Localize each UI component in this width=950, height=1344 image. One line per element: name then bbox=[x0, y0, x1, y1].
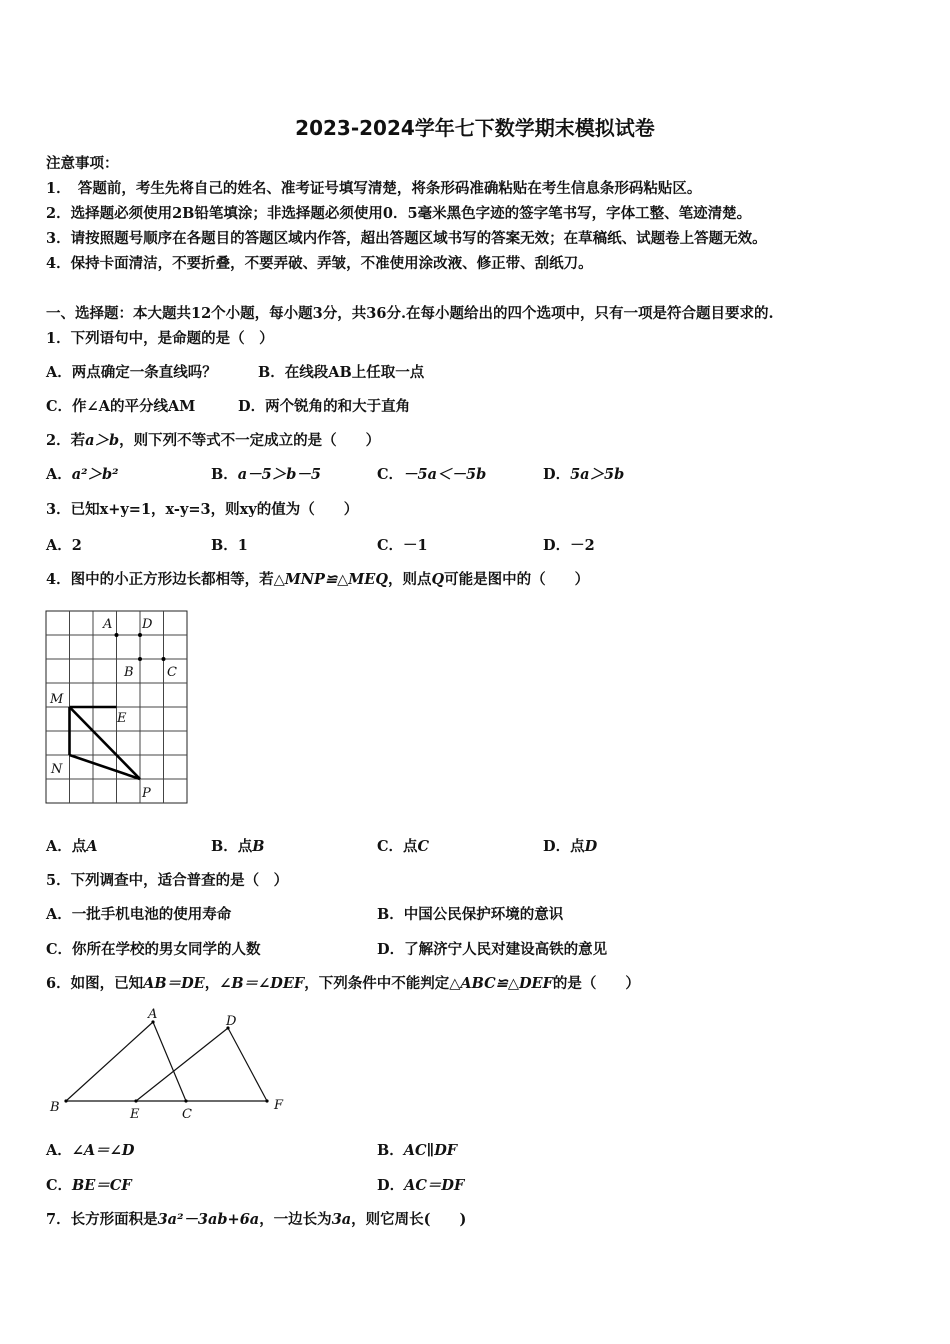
q1-option-d: D．两个锐角的和大于直角 bbox=[238, 398, 411, 415]
q2-option-b: B．a－5＞b－5 bbox=[211, 466, 321, 483]
label-n: N bbox=[51, 762, 63, 777]
q1-stem: 1．下列语句中，是命题的是（ ） bbox=[46, 330, 274, 347]
q6-stem: 6．如图，已知AB＝DE，∠B＝∠DEF，下列条件中不能判定△ABC≌△DEF的是（ ） bbox=[46, 975, 640, 992]
q4-grid-figure bbox=[40, 605, 200, 810]
q2-option-d: D．5a＞5b bbox=[543, 466, 625, 483]
q1-option-c: C．作∠A的平分线AM bbox=[46, 398, 196, 415]
label-p: P bbox=[142, 786, 151, 801]
label-c: C bbox=[167, 665, 177, 680]
q2-stem: 2．若a＞b，则下列不等式不一定成立的是（ ） bbox=[46, 432, 381, 449]
q3-stem: 3．已知x+y=1，x-y=3，则xy的值为（ ） bbox=[46, 501, 359, 518]
q2-option-c: C．－5a＜－5b bbox=[377, 466, 487, 483]
label-e: E bbox=[117, 711, 127, 726]
point-c-dot bbox=[162, 657, 166, 661]
q3-option-b: B．1 bbox=[211, 537, 248, 554]
q1-option-b: B．在线段AB上任取一点 bbox=[258, 364, 425, 381]
q5-option-b: B．中国公民保护环境的意识 bbox=[377, 906, 564, 923]
label-f: F bbox=[274, 1098, 284, 1113]
label-a: A bbox=[148, 1007, 158, 1022]
label-b: B bbox=[50, 1100, 60, 1115]
q5-option-c: C．你所在学校的男女同学的人数 bbox=[46, 941, 261, 958]
q5-stem: 5．下列调查中，适合普查的是（ ） bbox=[46, 872, 289, 889]
notice-item-4: 4．保持卡面清洁，不要折叠，不要弄破、弄皱，不准使用涂改液、修正带、刮纸刀。 bbox=[46, 255, 593, 272]
q6-option-c: C．BE＝CF bbox=[46, 1177, 132, 1194]
q6-option-b: B．AC∥DF bbox=[377, 1142, 458, 1159]
label-e: E bbox=[130, 1107, 140, 1122]
label-d: D bbox=[226, 1014, 237, 1029]
q3-option-a: A．2 bbox=[46, 537, 82, 554]
q3-option-c: C．－1 bbox=[377, 537, 428, 554]
q6-option-d: D．AC＝DF bbox=[377, 1177, 465, 1194]
point-b-dot bbox=[138, 657, 142, 661]
q3-option-d: D．－2 bbox=[543, 537, 595, 554]
notice-item-3: 3．请按照题号顺序在各题目的答题区域内作答，超出答题区域书写的答案无效；在草稿纸、试题卷上答题无效。 bbox=[46, 230, 767, 247]
q7-stem: 7．长方形面积是3a²－3ab+6a，一边长为3a，则它周长( ) bbox=[46, 1211, 467, 1228]
label-c: C bbox=[182, 1107, 192, 1122]
q5-option-a: A．一批手机电池的使用寿命 bbox=[46, 906, 232, 923]
page-title: 2023-2024学年七下数学期末模拟试卷 bbox=[295, 116, 655, 140]
q4-option-c: C．点C bbox=[377, 838, 430, 855]
label-b: B bbox=[124, 665, 134, 680]
notice-item-1: 1． 答题前，考生先将自己的姓名、准考证号填写清楚，将条形码准确粘贴在考生信息条形码粘贴区。 bbox=[46, 180, 702, 197]
notice-item-2: 2．选择题必须使用2B铅笔填涂；非选择题必须使用0．5毫米黑色字迹的签字笔书写，字体工整、笔迹清楚。 bbox=[46, 205, 752, 222]
q6-option-a: A．∠A＝∠D bbox=[46, 1142, 135, 1159]
q4-option-b: B．点B bbox=[211, 838, 265, 855]
q4-option-d: D．点D bbox=[543, 838, 598, 855]
section-heading: 一、选择题：本大题共12个小题，每小题3分，共36分.在每小题给出的四个选项中，只有一项是符合题目要求的. bbox=[46, 305, 774, 322]
triangle-mnp-mep bbox=[70, 707, 141, 779]
q4-stem: 4．图中的小正方形边长都相等，若△MNP≌△MEQ，则点Q可能是图中的（ ） bbox=[46, 571, 590, 588]
point-a-dot bbox=[115, 633, 119, 637]
notice-heading: 注意事项： bbox=[46, 155, 119, 172]
point-d-dot bbox=[138, 633, 142, 637]
label-d: D bbox=[142, 617, 153, 632]
label-m: M bbox=[50, 692, 64, 707]
q5-option-d: D．了解济宁人民对建设高铁的意见 bbox=[377, 941, 608, 958]
label-a: A bbox=[103, 617, 113, 632]
q6-triangle-figure bbox=[40, 1003, 300, 1128]
q2-option-a: A．a²＞b² bbox=[46, 466, 119, 483]
q4-option-a: A．点A bbox=[46, 838, 98, 855]
q1-option-a: A．两点确定一条直线吗？ bbox=[46, 364, 217, 381]
